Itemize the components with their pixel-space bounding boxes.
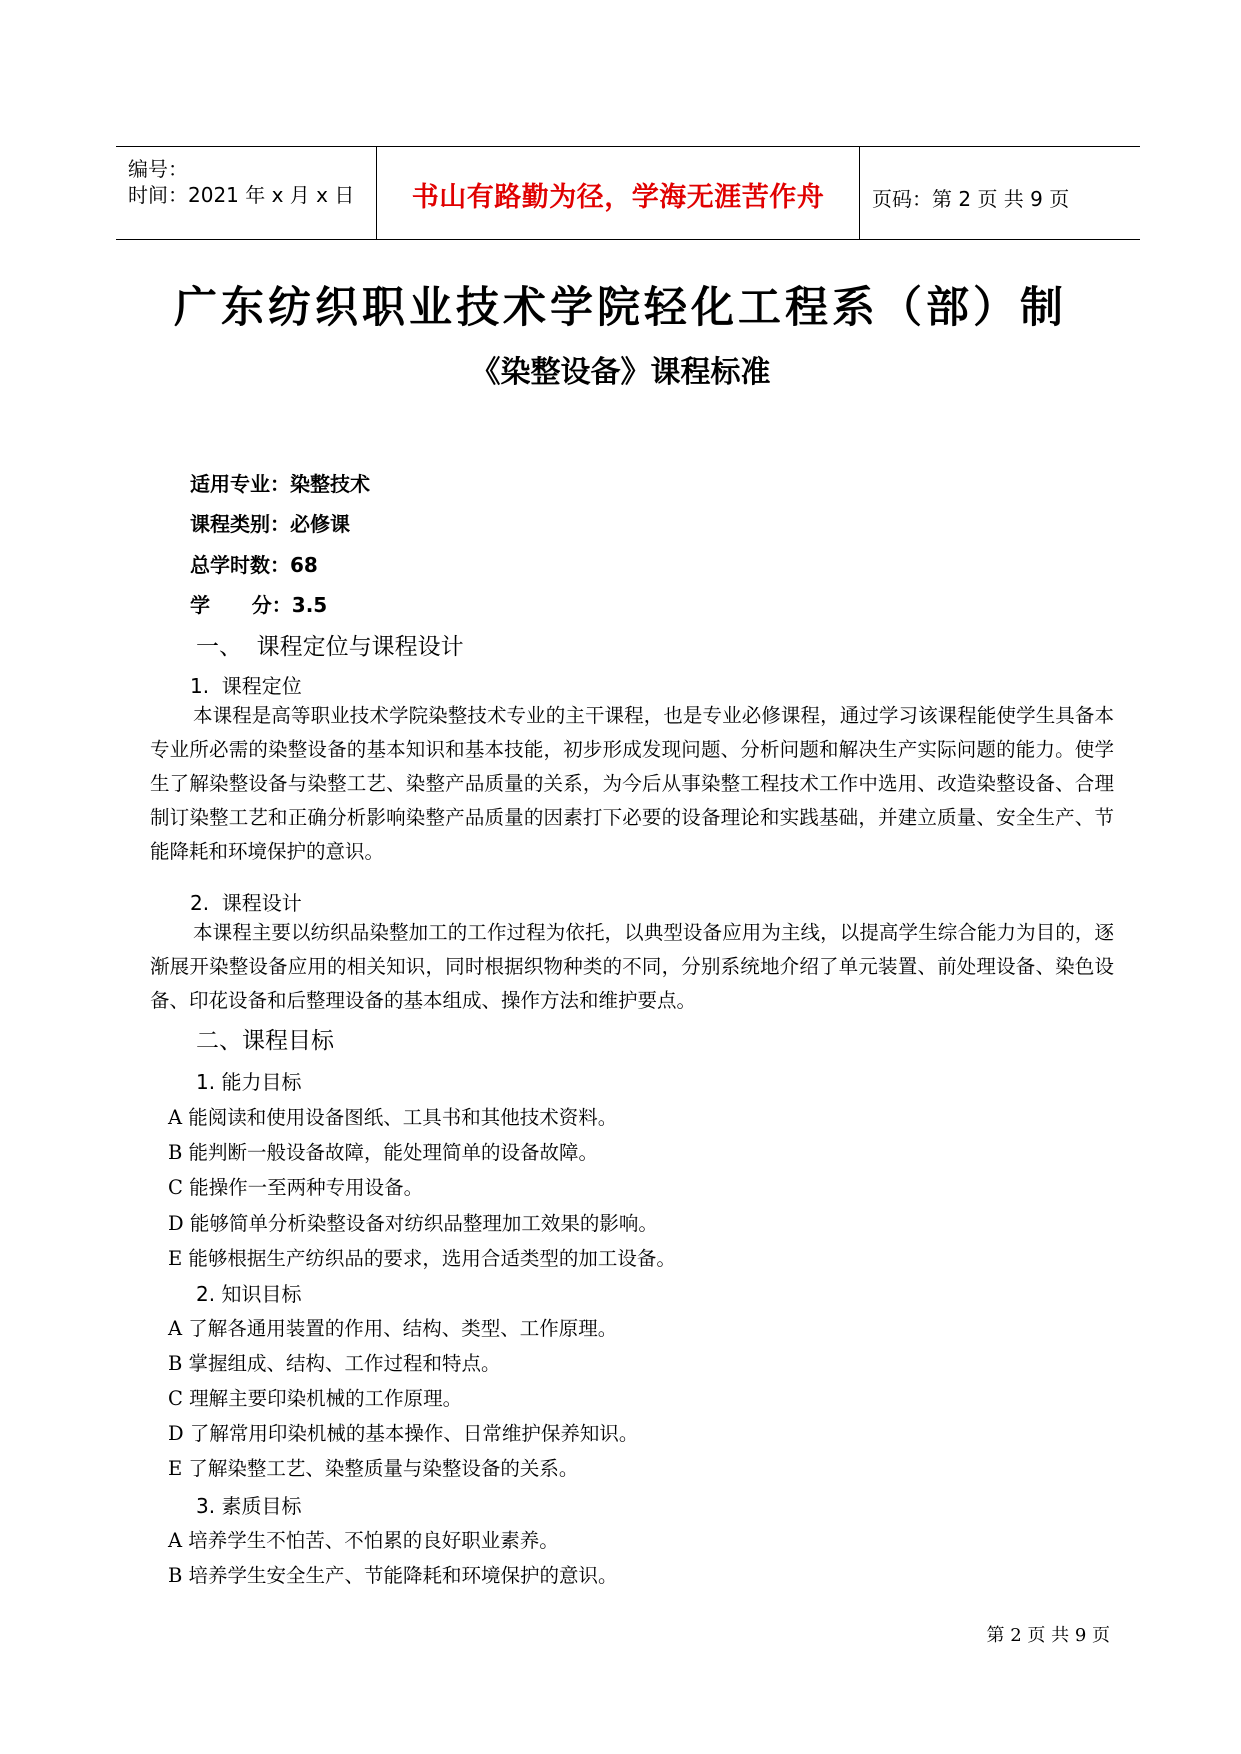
header-right-cell bbox=[860, 147, 1140, 239]
section-1-heading: 一、 课程定位与课程设计 bbox=[196, 634, 464, 660]
quality-heading: 3. 素质目标 bbox=[196, 1494, 302, 1518]
ability-heading: 1. 能力目标 bbox=[196, 1070, 302, 1094]
header-page-number: 页码：第 2 页 共 9 页 bbox=[872, 187, 1070, 211]
ability-item-c: C 能操作一至两种专用设备。 bbox=[168, 1176, 424, 1199]
motto: 书山有路勤为径，学海无涯苦作舟 bbox=[411, 182, 825, 213]
ability-item-b: B 能判断一般设备故障，能处理简单的设备故障。 bbox=[168, 1141, 599, 1164]
positioning-paragraph: 本课程是高等职业技术学院染整技术专业的主干课程，也是专业必修课程，通过学习该课程能使学生具备本专业所必需的染整设备的基本知识和基本技能，初步形成发现问题、分析问题和解决生产实际问题的能力。使学生了解染整设备与染整工艺、染整产品质量的关系，为今后从事染整工程技术工作中选用、改造染整设备、合理制订染整工艺和正确分析影响染整产品质量的因素打下必要的设备理论和实践基础，并建立质量、安全生产、节能降耗和环境保护的意识。 bbox=[150, 704, 1114, 863]
header-left-cell bbox=[116, 147, 376, 239]
ability-item-a: A 能阅读和使用设备图纸、工具书和其他技术资料。 bbox=[168, 1106, 618, 1129]
meta-credits: 学 分：3.5 bbox=[190, 593, 328, 617]
header-table bbox=[116, 146, 1140, 240]
knowledge-item-c: C 理解主要印染机械的工作原理。 bbox=[168, 1387, 463, 1410]
knowledge-item-a: A 了解各通用装置的作用、结构、类型、工作原理。 bbox=[168, 1317, 618, 1340]
quality-item-a: A 培养学生不怕苦、不怕累的良好职业素养。 bbox=[168, 1529, 559, 1552]
document-time: 时间：2021 年 x 月 x 日 bbox=[128, 183, 355, 207]
ability-item-d: D 能够简单分析染整设备对纺织品整理加工效果的影响。 bbox=[168, 1212, 658, 1235]
document-subtitle: 《染整设备》课程标准 bbox=[470, 355, 771, 390]
design-paragraph: 本课程主要以纺织品染整加工的工作过程为依托，以典型设备应用为主线，以提高学生综合能力为目的，逐渐展开染整设备应用的相关知识，同时根据织物种类的不同，分别系统地介绍了单元装置、前处理设备、染色设备、印花设备和后整理设备的基本组成、操作方法和维护要点。 bbox=[150, 921, 1114, 1012]
meta-category: 课程类别：必修课 bbox=[190, 512, 350, 536]
document-title: 广东纺织职业技术学院轻化工程系（部）制 bbox=[174, 283, 1067, 333]
positioning-heading: 1. 课程定位 bbox=[190, 674, 302, 698]
meta-major: 适用专业：染整技术 bbox=[190, 472, 370, 496]
footer-page-number: 第 2 页 共 9 页 bbox=[986, 1625, 1110, 1646]
header-center-cell bbox=[376, 147, 860, 239]
ability-item-e: E 能够根据生产纺织品的要求，选用合适类型的加工设备。 bbox=[168, 1247, 676, 1270]
section-2-heading: 二、课程目标 bbox=[196, 1028, 334, 1054]
meta-hours: 总学时数：68 bbox=[190, 553, 318, 577]
document-number: 编号： bbox=[128, 157, 188, 181]
design-heading: 2. 课程设计 bbox=[190, 891, 302, 915]
quality-item-b: B 培养学生安全生产、节能降耗和环境保护的意识。 bbox=[168, 1564, 618, 1587]
knowledge-item-e: E 了解染整工艺、染整质量与染整设备的关系。 bbox=[168, 1457, 579, 1480]
knowledge-item-d: D 了解常用印染机械的基本操作、日常维护保养知识。 bbox=[168, 1422, 639, 1445]
knowledge-heading: 2. 知识目标 bbox=[196, 1282, 302, 1306]
knowledge-item-b: B 掌握组成、结构、工作过程和特点。 bbox=[168, 1352, 501, 1375]
